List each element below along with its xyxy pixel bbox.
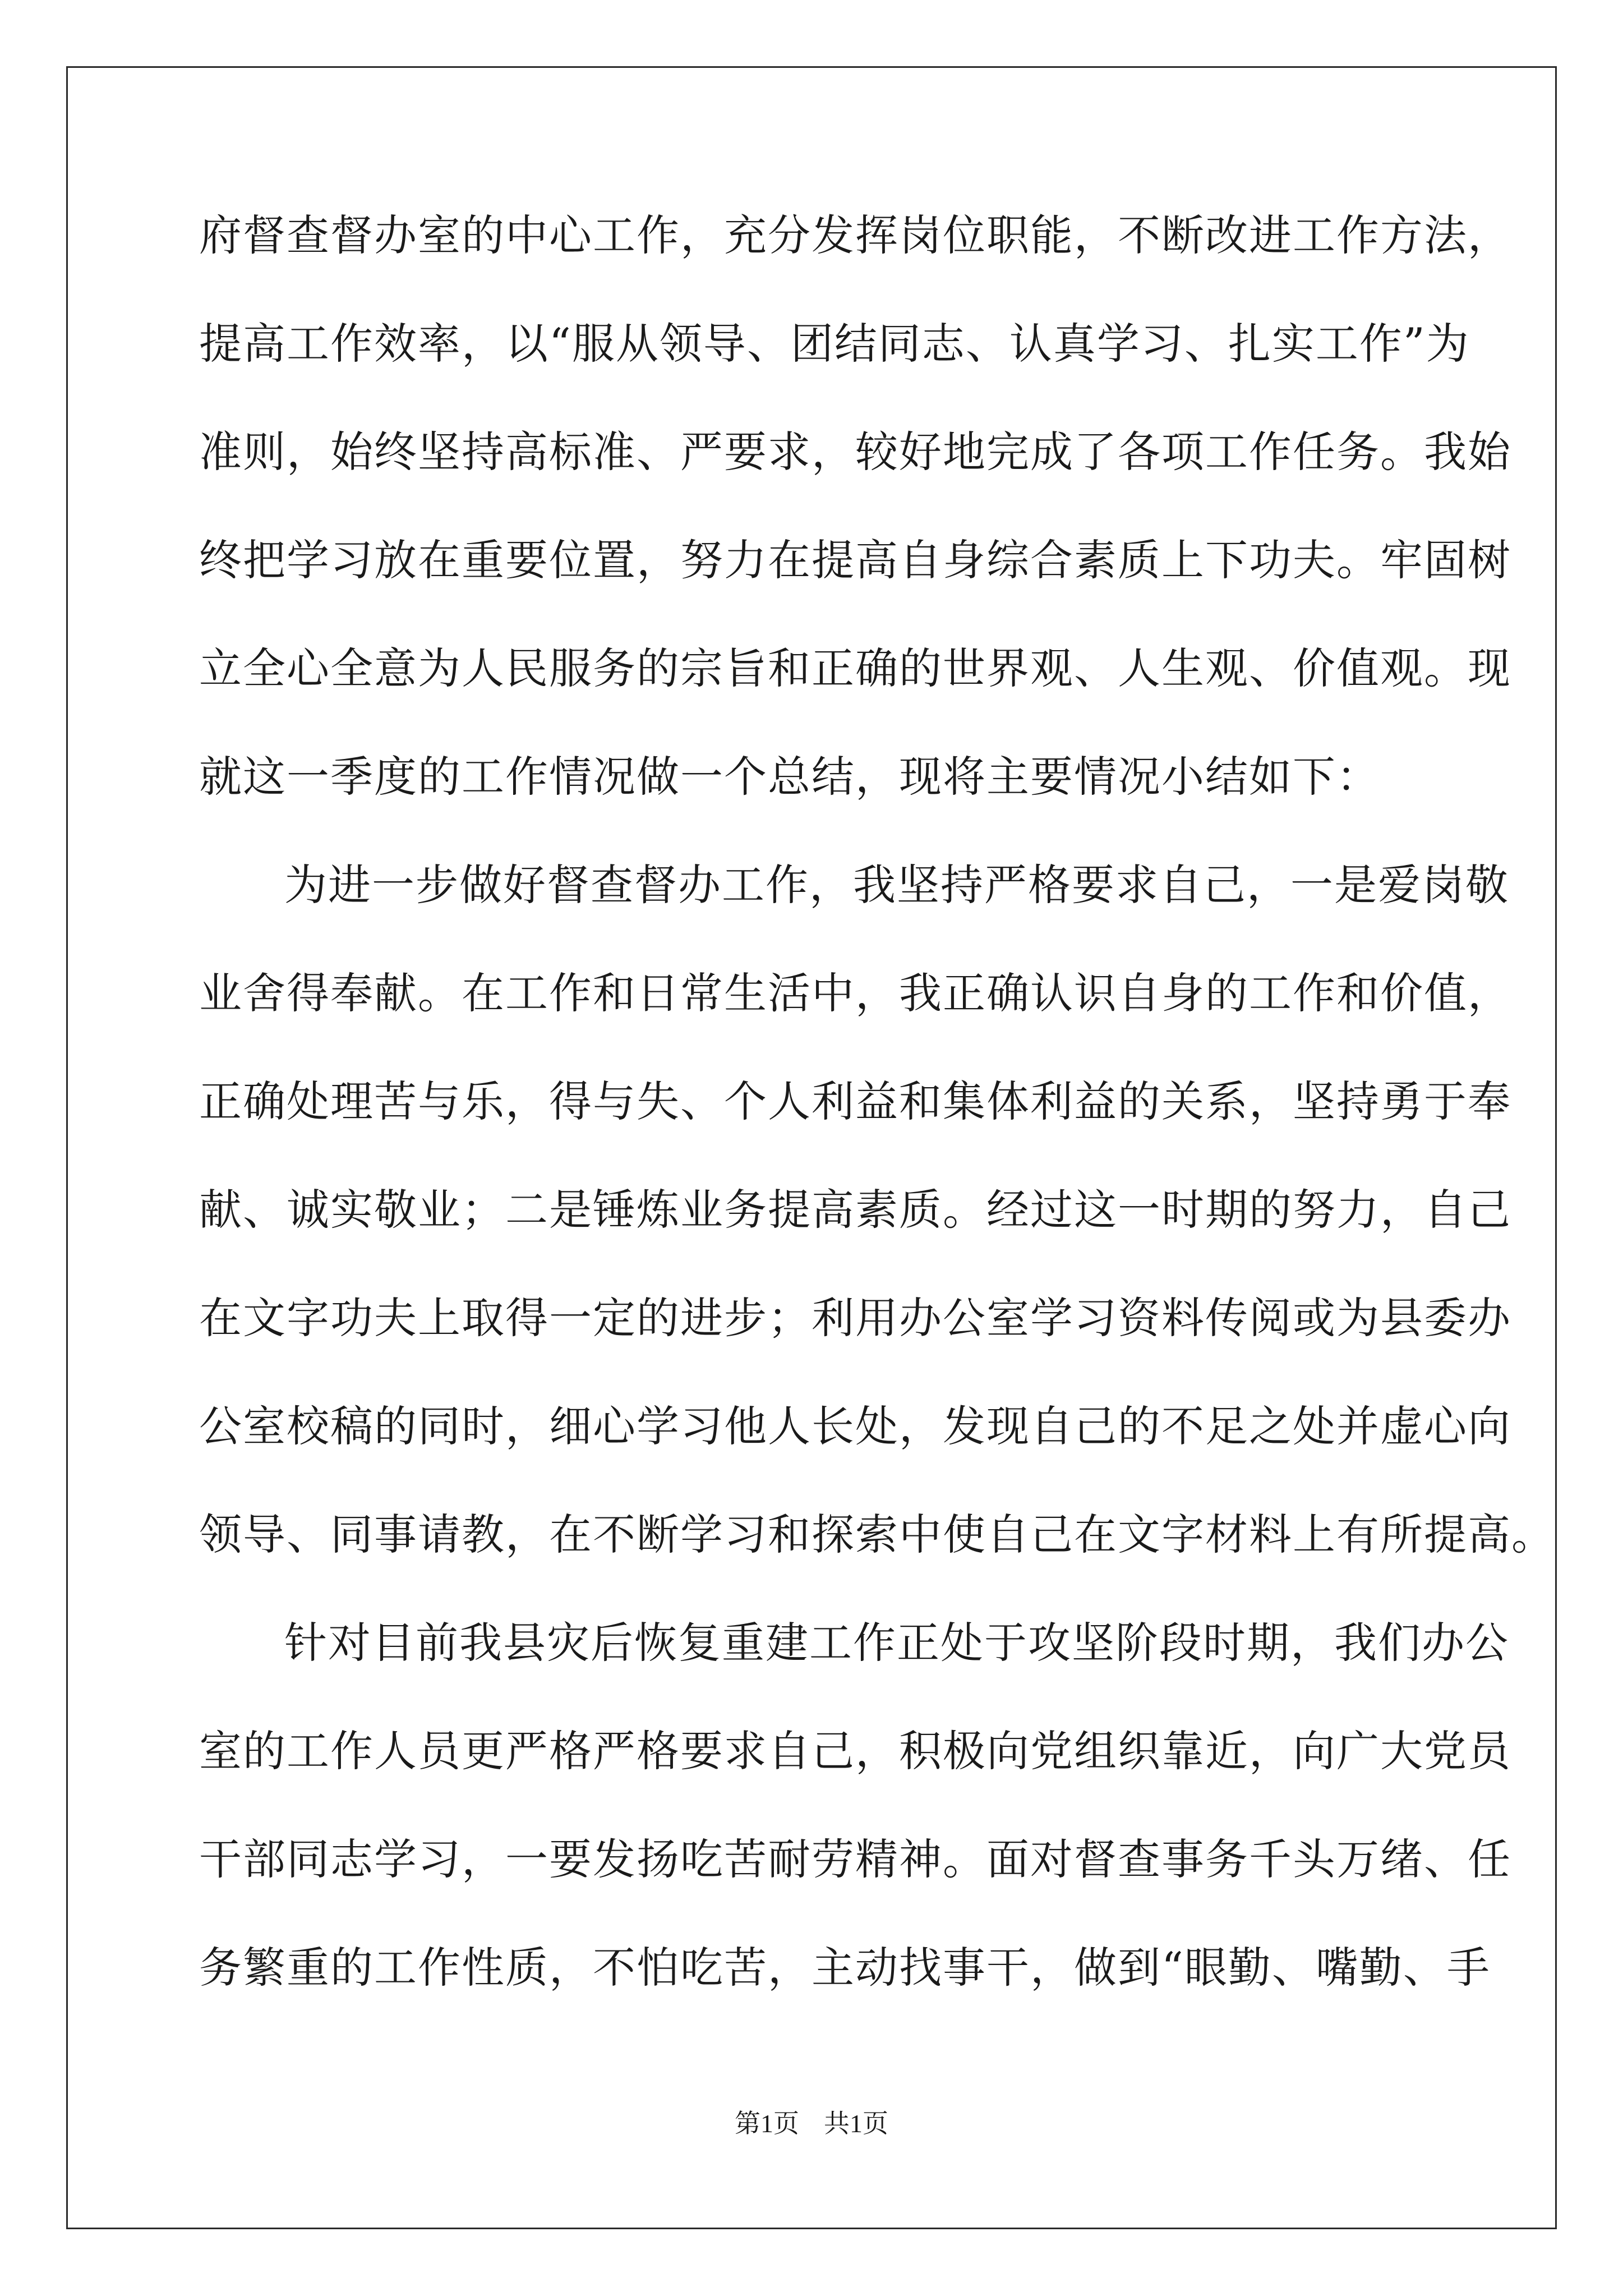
paragraph-start-line: 为进一步做好督查督办工作，我坚持严格要求自己，一是爱岗敬: [284, 860, 1509, 910]
text-line: 立全心全意为人民服务的宗旨和正确的世界观、人生观、价值观。现: [199, 643, 1511, 693]
document-body: [199, 202, 1555, 2042]
paragraph-start-line: 针对目前我县灾后恢复重建工作正处于攻坚阶段时期，我们办公: [284, 1618, 1509, 1668]
text-line: 干部同志学习，一要发扬吃苦耐劳精神。面对督查事务千头万绪、任: [199, 1834, 1511, 1884]
text-line: 业舍得奉献。在工作和日常生活中，我正确认识自身的工作和价值，: [199, 968, 1511, 1018]
text-line: 室的工作人员更严格严格要求自己，积极向党组织靠近，向广大党员: [199, 1726, 1511, 1776]
text-line: 府督查督办室的中心工作，充分发挥岗位职能，不断改进工作方法，: [199, 210, 1511, 260]
page-number-current: 第1页: [735, 2109, 799, 2138]
page-number-total: 共1页: [824, 2109, 888, 2138]
text-line: 献、诚实敬业；二是锤炼业务提高素质。经过这一时期的努力，自己: [199, 1185, 1511, 1235]
text-line: 准则，始终坚持高标准、严要求，较好地完成了各项工作任务。我始: [199, 427, 1511, 477]
text-line: 公室校稿的同时，细心学习他人长处，发现自己的不足之处并虚心向: [199, 1401, 1511, 1451]
page-footer: [0, 2107, 1623, 2141]
text-line: 在文字功夫上取得一定的进步；利用办公室学习资料传阅或为县委办: [199, 1293, 1511, 1343]
text-line: 务繁重的工作性质，不怕吃苦，主动找事干，做到“眼勤、嘴勤、手: [199, 1943, 1491, 1993]
text-line: 就这一季度的工作情况做一个总结，现将主要情况小结如下：: [199, 752, 1380, 802]
text-line: 终把学习放在重要位置，努力在提高自身综合素质上下功夫。牢固树: [199, 535, 1511, 585]
text-line: 提高工作效率，以“服从领导、团结同志、认真学习、扎实工作”为: [199, 319, 1470, 369]
text-line: 领导、同事请教，在不断学习和探索中使自己在文字材料上有所提高。: [199, 1510, 1555, 1559]
text-line: 正确处理苦与乐，得与失、个人利益和集体利益的关系，坚持勇于奉: [199, 1076, 1511, 1126]
